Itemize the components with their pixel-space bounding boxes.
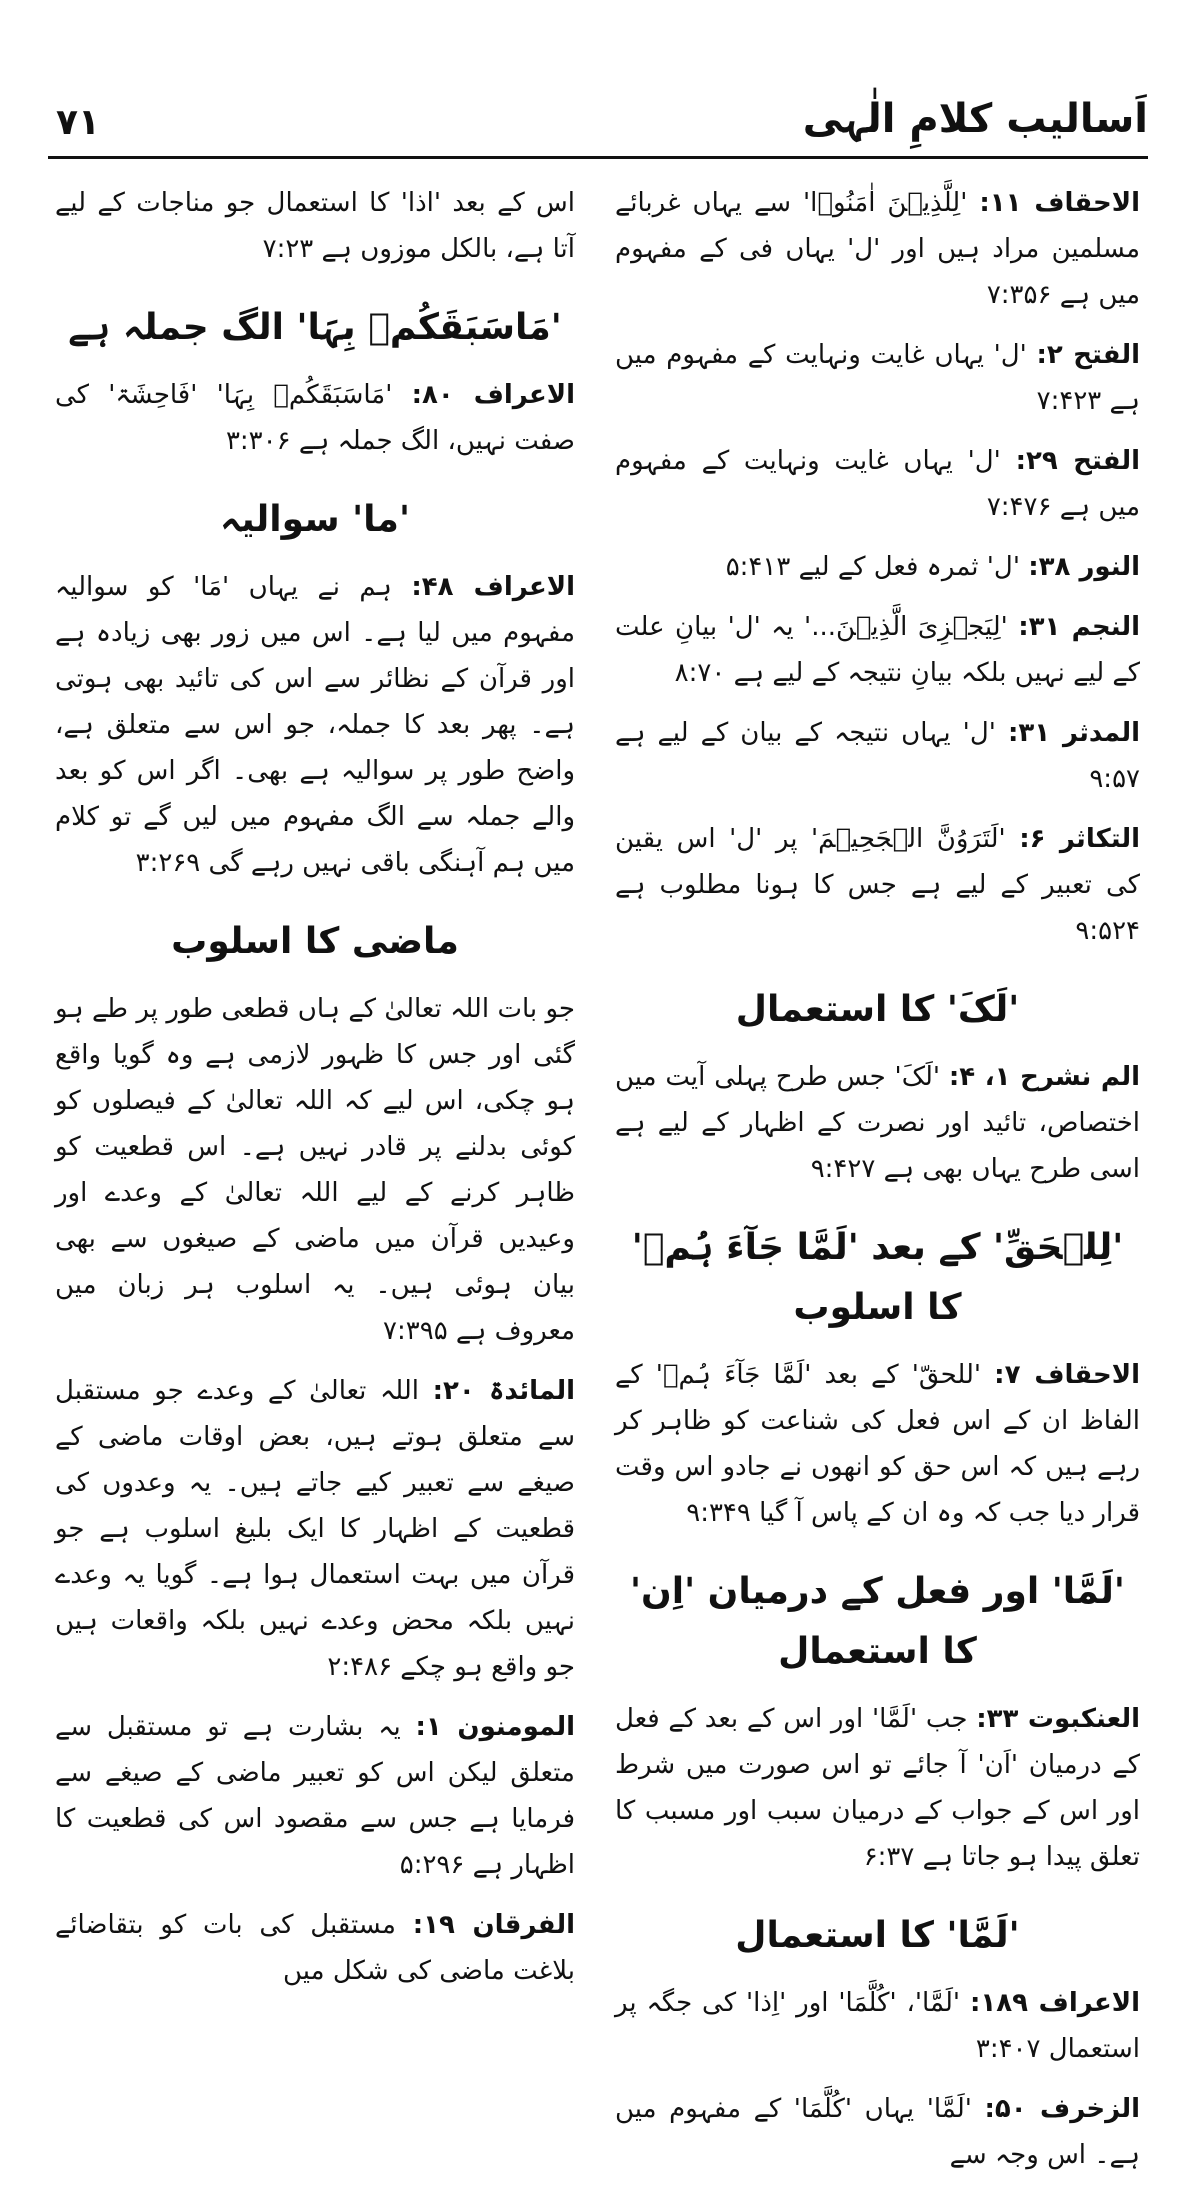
verse-reference: المومنون ۱: xyxy=(415,1712,575,1742)
entry-text: 'لَکَ' جس طرح پہلی آیت میں اختصاص، تائید اور نصرت کے اظہار کے لیے ہے اسی طرح یہاں بھی ہے ۹:۴۲۷ xyxy=(615,1062,1140,1184)
verse-reference: المدثر ۳۱: xyxy=(1007,718,1141,748)
entry-paragraph xyxy=(615,1696,1140,1880)
entry-text: 'لَتَرَوُنَّ الۡجَحِیۡمَ' پر 'ل' اس یقین کی تعبیر کے لیے ہے جس کا ہونا مطلوب ہے ۹:۵۲۴ xyxy=(615,824,1140,946)
entry-text: اس کے بعد 'اذا' کا استعمال جو مناجات کے لیے آتا ہے، بالکل موزوں ہے ۷:۲۳ xyxy=(55,188,575,264)
entry-text: جو بات اللہ تعالیٰ کے ہاں قطعی طور پر طے ہو گئی اور جس کا ظہور لازمی ہے وہ گویا واقع ہو چکی، اس لیے کہ اللہ تعالیٰ کے فیصلوں کو کوئی بدلنے پر قادر نہیں ہے۔ اس قطعیت کو ظاہر کرنے کے لیے اللہ تعالیٰ کے وعدے اور وعیدیں قرآن میں ماضی کے صیغوں سے بھی بیان ہوئی ہیں۔ یہ اسلوب ہر زبان میں معروف ہے ۷:۳۹۵ xyxy=(55,994,575,1346)
verse-reference: الم نشرح ۱، ۴: xyxy=(948,1062,1140,1092)
entry-paragraph xyxy=(615,816,1140,954)
verse-reference: الاعراف ۱۸۹: xyxy=(969,1988,1140,2018)
entry-text: مستقبل کی بات کو بتقاضائے بلاغت ماضی کی شکل میں xyxy=(55,1910,575,1986)
verse-reference: الاعراف ۸۰: xyxy=(411,380,576,410)
entry-text: 'لَمَّا'، 'کُلَّمَا' اور 'اِذا' کی جگہ پر استعمال ۳:۴۰۷ xyxy=(615,1988,1140,2064)
section-heading: 'لَمَّا' اور فعل کے درمیان 'اِن' کا استعمال xyxy=(630,1571,1125,1672)
section-heading: 'مَاسَبَقَکُمۡ بِہَا' الگ جملہ ہے xyxy=(68,307,562,348)
entry-paragraph xyxy=(615,1980,1140,2072)
entry-paragraph xyxy=(615,604,1140,696)
entry-paragraph xyxy=(615,180,1140,318)
entry-text: اللہ تعالیٰ کے وعدے جو مستقبل سے متعلق ہوتے ہیں، بعض اوقات ماضی کے صیغے سے تعبیر کیے جاتے ہیں۔ یہ وعدوں کی قطعیت کے اظہار کا ایک بلیغ اسلوب ہے جو قرآن میں بہت استعمال ہوا ہے۔ گویا یہ وعدے نہیں بلکہ محض وعدے نہیں بلکہ واقعات ہیں جو واقع ہو چکے ۲:۴۸۶ xyxy=(55,1376,575,1682)
entry-paragraph xyxy=(615,544,1140,590)
entry-text: 'ل' ثمرہ فعل کے لیے ۵:۴۱۳ xyxy=(725,552,1020,582)
entry-paragraph xyxy=(55,1902,575,1994)
entry-paragraph xyxy=(615,332,1140,424)
section-heading: ماضی کا اسلوب xyxy=(171,921,459,962)
left-column xyxy=(55,180,575,2008)
entry-text: ہم نے یہاں 'مَا' کو سوالیہ مفہوم میں لیا ہے۔ اس میں زور بھی زیادہ ہے اور قرآن کے نظائر سے اس کی تائید بھی ہوتی ہے۔ پھر بعد کا جملہ، جو اس سے متعلق ہے، واضح طور پر سوالیہ ہے بھی۔ اگر اس کو بعد والے جملہ سے الگ مفہوم میں لیں گے تو کلام میں ہم آہنگی باقی نہیں رہے گی ۳:۲۶۹ xyxy=(55,572,575,878)
entry-text: 'ل' یہاں نتیجہ کے بیان کے لیے ہے ۹:۵۷ xyxy=(615,718,1140,794)
verse-reference: الاحقاف ۱۱: xyxy=(979,188,1141,218)
entry-paragraph xyxy=(55,564,575,886)
entry-text: 'لِیَجۡزِیَ الَّذِیۡنَ...' یہ 'ل' بیانِ علت کے لیے نہیں بلکہ بیانِ نتیجہ کے لیے ہے ۸:۷۰ xyxy=(615,612,1140,688)
book-title: اَسالیب کلامِ الٰہی xyxy=(802,96,1148,142)
verse-reference: الفرقان ۱۹: xyxy=(412,1910,576,1940)
section-heading: 'لِلۡحَقِّ' کے بعد 'لَمَّا جَآءَ ہُمۡ' کا اسلوب xyxy=(631,1227,1124,1328)
section-heading: 'لَکَ' کا استعمال xyxy=(735,989,1020,1030)
verse-reference: النور ۳۸: xyxy=(1028,552,1140,582)
verse-reference: النجم ۳۱: xyxy=(1018,612,1141,642)
verse-reference: الفتح ۲: xyxy=(1036,340,1140,370)
entry-paragraph xyxy=(615,1352,1140,1536)
entry-text: 'ل' یہاں غایت ونہایت کے مفہوم میں ہے ۷:۴۲۳ xyxy=(615,340,1140,416)
entry-paragraph xyxy=(615,710,1140,802)
entry-paragraph xyxy=(55,986,575,1354)
page-number: ۷۱ xyxy=(56,102,100,143)
entry-text: 'لَمَّا' یہاں 'کُلَّمَا' کے مفہوم میں ہے۔ اس وجہ سے xyxy=(615,2094,1140,2170)
entry-text: جب 'لَمَّا' اور اس کے بعد کے فعل کے درمیان 'اَن' آ جائے تو اس صورت میں شرط اور اس کے جواب کے درمیان سبب اور مسبب کا تعلق پیدا ہو جاتا ہے ۶:۳۷ xyxy=(615,1704,1140,1872)
page-header xyxy=(48,96,1148,159)
right-column xyxy=(615,180,1140,2192)
verse-reference: المائدۃ ۲۰: xyxy=(432,1376,576,1406)
entry-paragraph xyxy=(55,1368,575,1690)
verse-reference: الاعراف ۴۸: xyxy=(411,572,575,602)
entry-paragraph xyxy=(55,180,575,272)
section-heading: 'لَمَّا' کا استعمال xyxy=(735,1915,1020,1956)
verse-reference: الزخرف ۵۰: xyxy=(984,2094,1141,2124)
verse-reference: الفتح ۲۹: xyxy=(1015,446,1141,476)
entry-text: 'للحقّ' کے بعد 'لَمَّا جَآءَ ہُمۡ' کے الفاظ ان کے اس فعل کی شناعت کو ظاہر کر رہے ہیں کہ اس حق کو انھوں نے جادو اس وقت قرار دیا جب کہ وہ ان کے پاس آ گیا ۹:۳۴۹ xyxy=(615,1360,1140,1528)
verse-reference: التکاثر ۶: xyxy=(1019,824,1140,854)
entry-paragraph xyxy=(55,372,575,464)
section-heading: 'ما' سوالیہ xyxy=(219,499,410,540)
entry-text: 'ل' یہاں غایت ونہایت کے مفہوم میں ہے ۷:۴۷۶ xyxy=(615,446,1140,522)
verse-reference: الاحقاف ۷: xyxy=(994,1360,1141,1390)
verse-reference: العنکبوت ۳۳: xyxy=(976,1704,1140,1734)
entry-text: 'لِلَّذِیۡنَ اٰمَنُوۡا' سے یہاں غربائے مسلمین مراد ہیں اور 'ل' یہاں فی کے مفہوم میں ہے ۷:۳۵۶ xyxy=(615,188,1140,310)
entry-text: یہ بشارت ہے تو مستقبل سے متعلق لیکن اس کو تعبیر ماضی کے صیغے سے فرمایا ہے جس سے مقصود اس کی قطعیت کا اظہار ہے ۵:۲۹۶ xyxy=(55,1712,575,1880)
entry-paragraph xyxy=(615,2086,1140,2178)
entry-text: 'مَاسَبَقَکُمۡ بِہَا' 'فَاحِشَۃ' کی صفت نہیں، الگ جملہ ہے ۳:۳۰۶ xyxy=(55,380,575,456)
entry-paragraph xyxy=(55,1704,575,1888)
entry-paragraph xyxy=(615,438,1140,530)
entry-paragraph xyxy=(615,1054,1140,1192)
